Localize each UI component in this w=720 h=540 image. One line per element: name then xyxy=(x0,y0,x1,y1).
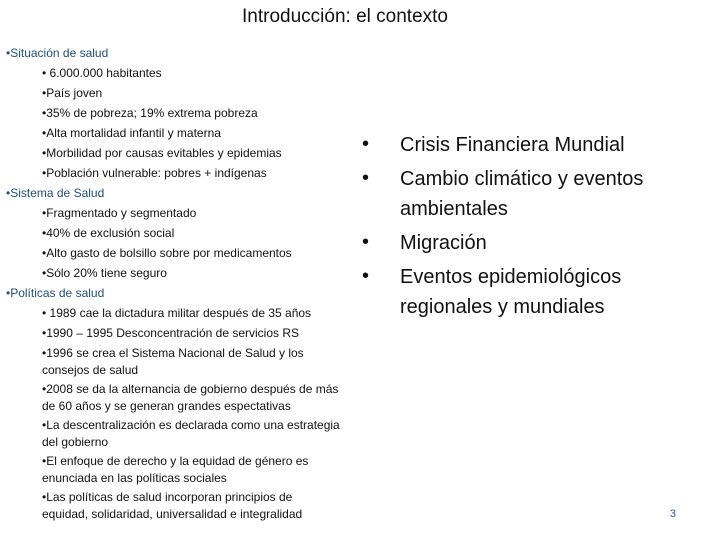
list-item: •2008 se da la alternancia de gobierno después de más de 60 años y se generan grandes espectativas xyxy=(42,382,339,413)
list-item: •Fragmentado y segmentado xyxy=(42,206,197,220)
section-heading-sistema: •Sistema de Salud xyxy=(6,186,105,200)
bullet-icon: • xyxy=(362,133,370,155)
right-list-item xyxy=(362,226,692,258)
list-item: •40% de exclusión social xyxy=(42,226,175,240)
list-item: •Morbilidad por causas evitables y epidemias xyxy=(42,146,282,160)
right-list-item xyxy=(362,260,692,322)
list-item: •Sólo 20% tiene seguro xyxy=(42,266,167,280)
list-item: • 1989 cae la dictadura militar después de 35 años xyxy=(42,306,312,320)
right-item-text: Eventos epidemiológicos regionales y mundiales xyxy=(400,266,622,318)
bullet-icon: • xyxy=(362,167,370,189)
left-column xyxy=(6,43,341,525)
list-item: •Alto gasto de bolsillo sobre por medicamentos xyxy=(42,246,292,260)
list-item: •Población vulnerable: pobres + indígenas xyxy=(42,166,267,180)
list-item: •El enfoque de derecho y la equidad de género es enunciada en las políticas sociales xyxy=(42,454,309,485)
list-item: •La descentralización es declarada como una estrategia del gobierno xyxy=(42,418,340,449)
section-heading-politicas: •Políticas de salud xyxy=(6,286,105,300)
bullet-icon: • xyxy=(362,265,370,287)
list-item: •1996 se crea el Sistema Nacional de Salud y los consejos de salud xyxy=(42,346,304,377)
right-item-text: Migración xyxy=(400,232,487,254)
list-item: •País joven xyxy=(42,86,103,100)
right-list-item xyxy=(362,128,692,160)
list-item: • 6.000.000 habitantes xyxy=(42,66,162,80)
list-item: •1990 – 1995 Desconcentración de servicios RS xyxy=(42,326,300,340)
right-item-text: Crisis Financiera Mundial xyxy=(400,134,625,156)
list-item: •Alta mortalidad infantil y materna xyxy=(42,126,221,140)
section-heading-situacion: •Situación de salud xyxy=(6,46,109,60)
right-list-item xyxy=(362,162,692,224)
list-item: •Las políticas de salud incorporan principios de equidad, solidaridad, universalidad e integralidad xyxy=(42,490,303,521)
right-item-text: Cambio climático y eventos ambientales xyxy=(400,168,644,220)
slide-title: Introducción: el contexto xyxy=(242,6,448,27)
page-number: 3 xyxy=(669,508,676,520)
right-column xyxy=(362,128,692,324)
bullet-icon: • xyxy=(362,231,370,253)
list-item: •35% de pobreza; 19% extrema pobreza xyxy=(42,106,258,120)
